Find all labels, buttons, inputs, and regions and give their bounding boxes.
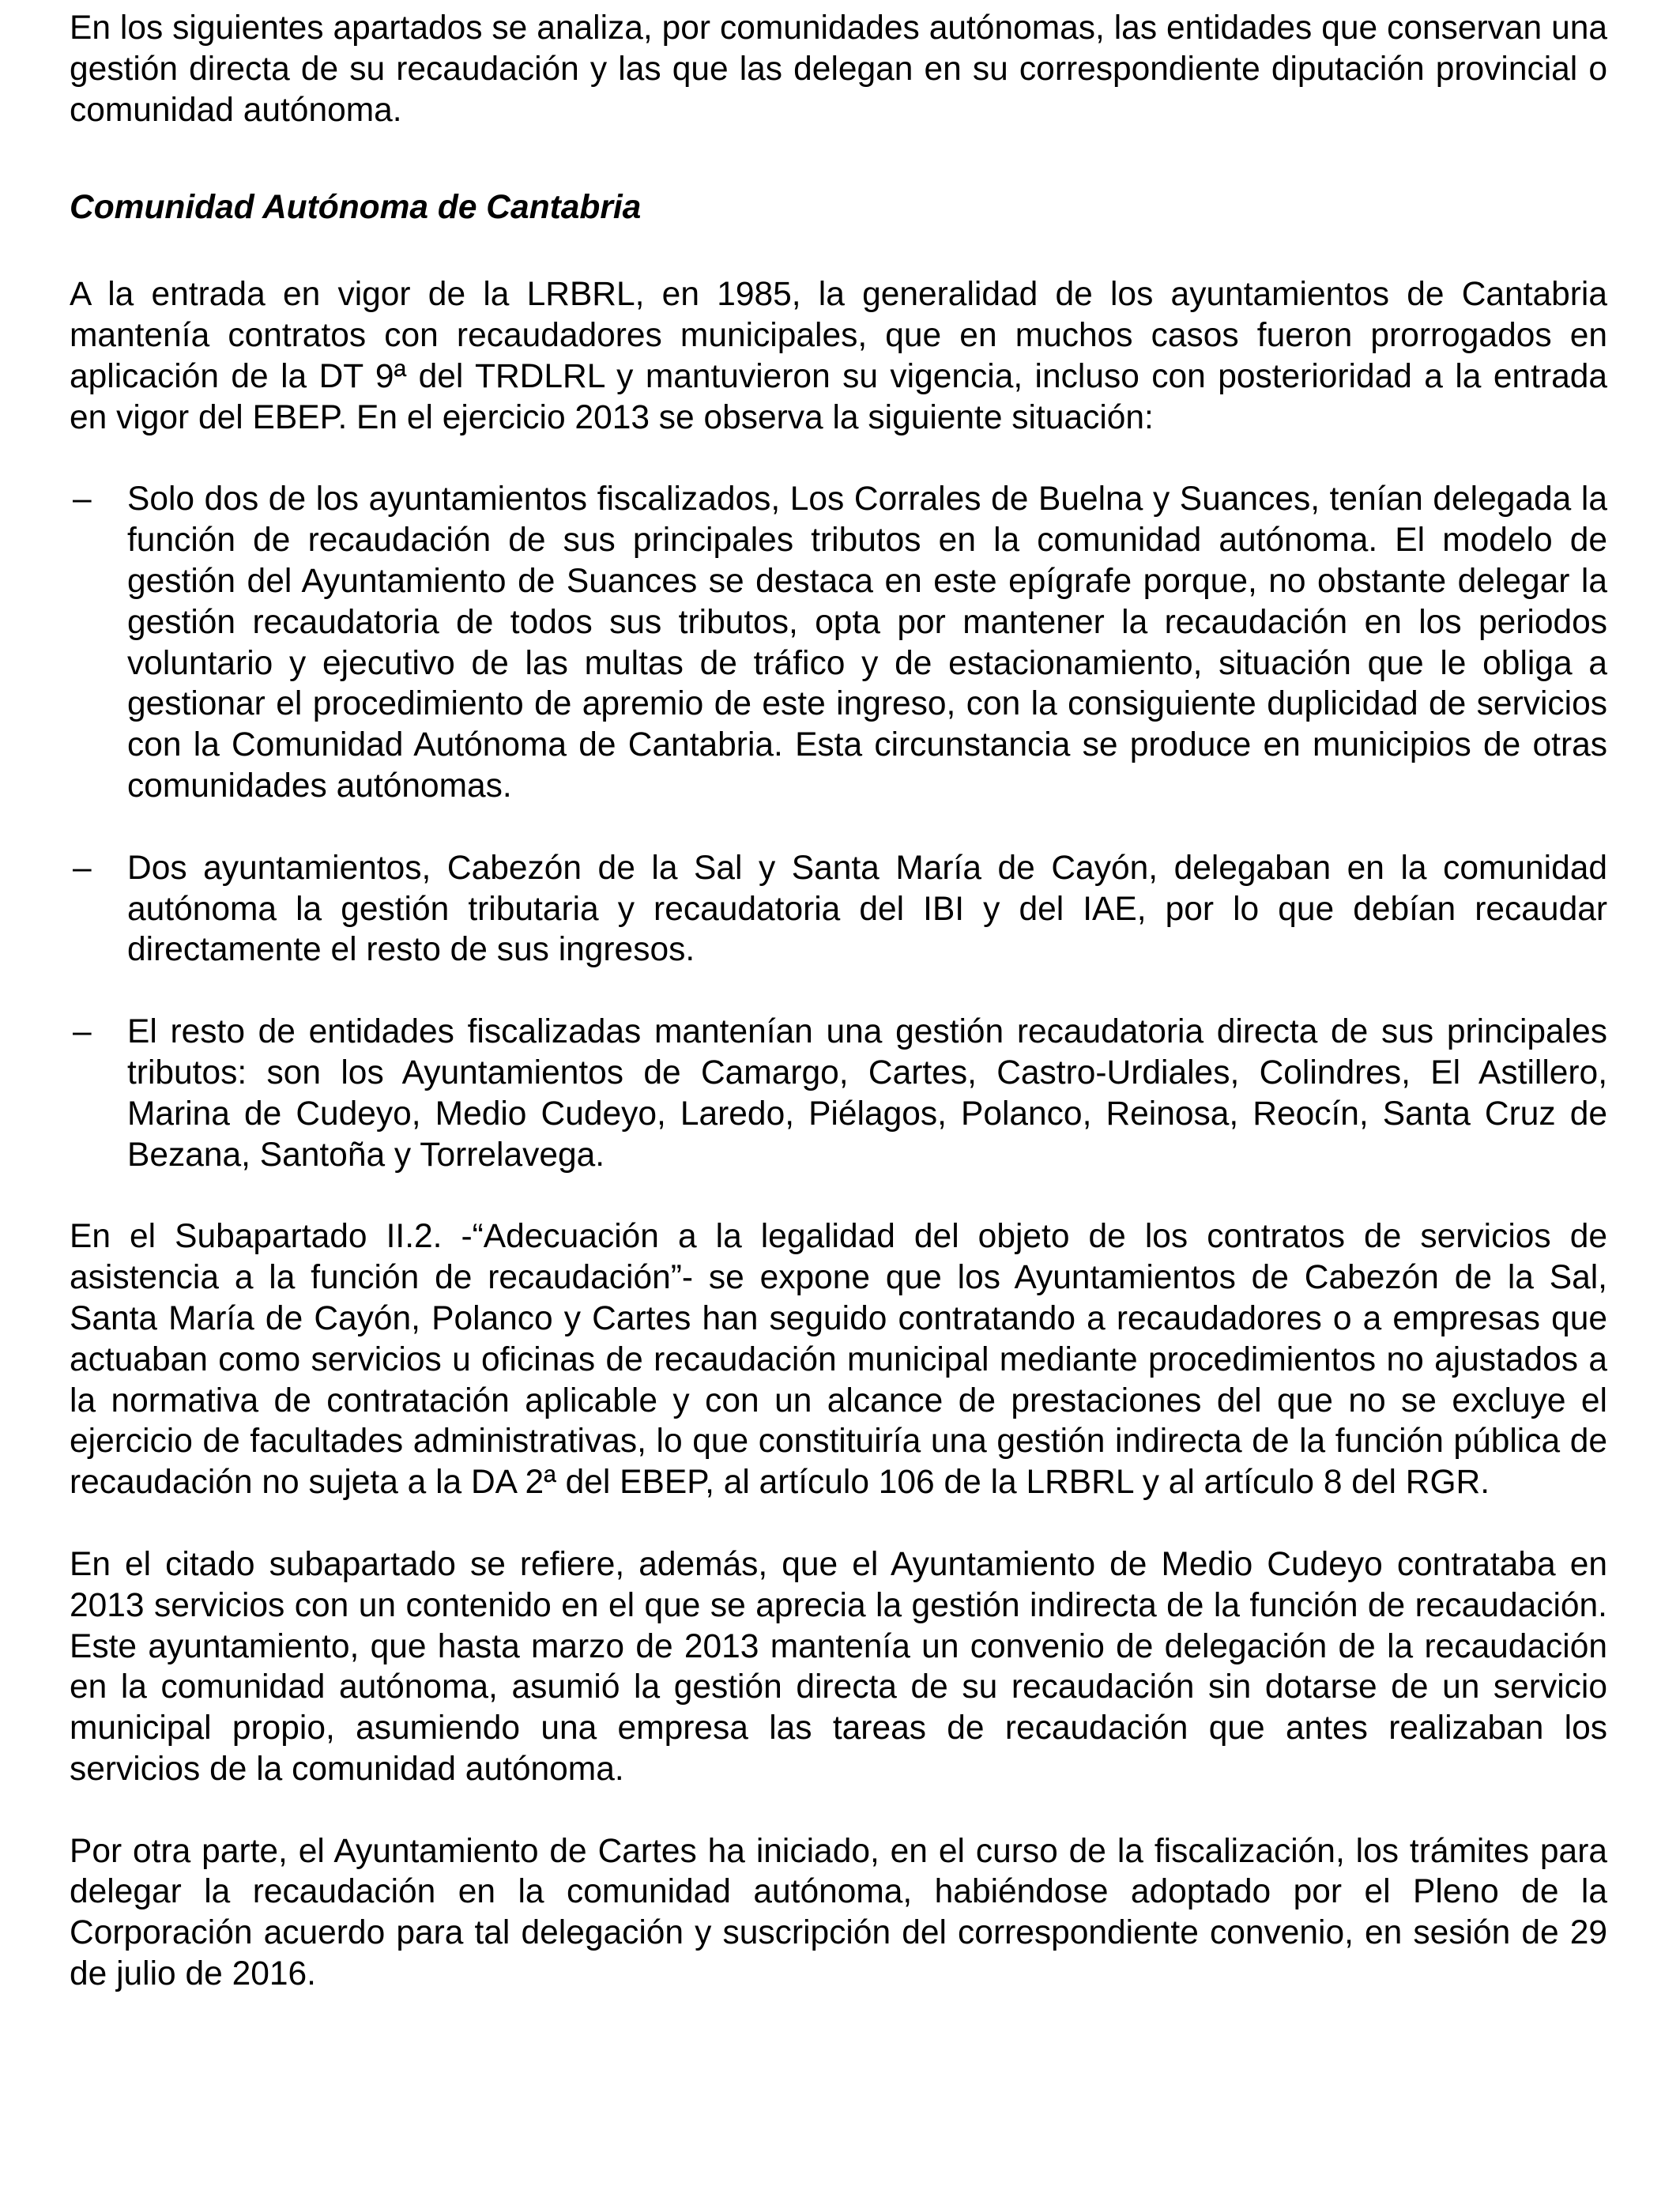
body-paragraph-2: En el Subapartado II.2. -“Adecuación a la legalidad del objeto de los contratos de servicios de asistencia a la función de recaudación”- se expone que los Ayuntamientos de Cabezón de la Sal, Santa María de Cayón, Polanco y Cartes han seguido contratando a recaudadores o a empresas que actuaban como servicios u oficinas de recaudación municipal mediante procedimientos no ajustados a la normativa de contratación aplicable y con un alcance de prestaciones del que no se excluye el ejercicio de facultades administrativas, lo que constituiría una gestión indirecta de la función pública de recaudación no sujeta a la DA 2ª del EBEP, al artículo 106 de la LRBRL y al artículo 8 del RGR. [70, 1218, 1607, 1502]
section-heading: Comunidad Autónoma de Cantabria [70, 189, 642, 227]
bullet-text: Solo dos de los ayuntamientos fiscalizados, Los Corrales de Buelna y Suances, tenían delegada la función de recaudación de sus principales tributos en la comunidad autónoma. El modelo de gestión del Ayuntamiento de Suances se destaca en este epígrafe porque, no obstante delegar la gestión recaudatoria de todos sus tributos, opta por mantener la recaudación en los periodos voluntario y ejecutivo de las multas de tráfico y de estacionamiento, situación que le obliga a gestionar el procedimiento de apremio de este ingreso, con la consiguiente duplicidad de servicios con la Comunidad Autónoma de Cantabria. Esta circunstancia se produce en municipios de otras comunidades autónomas. [127, 481, 1607, 805]
body-paragraph-1: A la entrada en vigor de la LRBRL, en 1985, la generalidad de los ayuntamientos de Cantabria mantenía contratos con recaudadores municipales, que en muchos casos fueron prorrogados en aplicación de la DT 9ª del TRDLRL y mantuvieron su vigencia, incluso con posterioridad a la entrada en vigor del EBEP. En el ejercicio 2013 se observa la siguiente situación: [70, 276, 1607, 436]
body-paragraph-3: En el citado subapartado se refiere, además, que el Ayuntamiento de Medio Cudeyo contrataba en 2013 servicios con un contenido en el que se aprecia la gestión indirecta de la función de recaudación. Este ayuntamiento, que hasta marzo de 2013 mantenía un convenio de delegación de la recaudación en la comunidad autónoma, asumió la gestión directa de su recaudación sin dotarse de un servicio municipal propio, asumiendo una empresa las tareas de recaudación que antes realizaban los servicios de la comunidad autónoma. [70, 1545, 1607, 1788]
body-paragraph-4: Por otra parte, el Ayuntamiento de Cartes ha iniciado, en el curso de la fiscalización, los trámites para delegar la recaudación en la comunidad autónoma, habiéndose adoptado por el Pleno de la Corporación acuerdo para tal delegación y suscripción del correspondiente convenio, en sesión de 29 de julio de 2016. [70, 1832, 1607, 1993]
bullet-text: Dos ayuntamientos, Cabezón de la Sal y Santa María de Cayón, delegaban en la comunidad autónoma la gestión tributaria y recaudatoria del IBI y del IAE, por lo que debían recaudar directamente el resto de sus ingresos. [127, 849, 1607, 969]
intro-paragraph: En los siguientes apartados se analiza, por comunidades autónomas, las entidades que conservan una gestión directa de su recaudación y las que las delegan en su correspondiente diputación provincial o comunidad autónoma. [70, 9, 1607, 129]
dash-bullet-icon: – [73, 481, 92, 518]
bullet-item [70, 848, 1607, 971]
dash-bullet-icon: – [73, 849, 92, 887]
bullet-text: El resto de entidades fiscalizadas mantenían una gestión recaudatoria directa de sus principales tributos: son los Ayuntamientos de Camargo, Cartes, Castro-Urdiales, Colindres, El Astillero, Marina de Cudeyo, Medio Cudeyo, Laredo, Piélagos, Polanco, Reinosa, Reocín, Santa Cruz de Bezana, Santoña y Torrelavega. [127, 1013, 1607, 1174]
bullet-item [70, 479, 1607, 806]
bullet-list [70, 479, 1607, 1175]
document-page [70, 8, 1607, 1995]
dash-bullet-icon: – [73, 1013, 92, 1051]
bullet-item [70, 1012, 1607, 1175]
